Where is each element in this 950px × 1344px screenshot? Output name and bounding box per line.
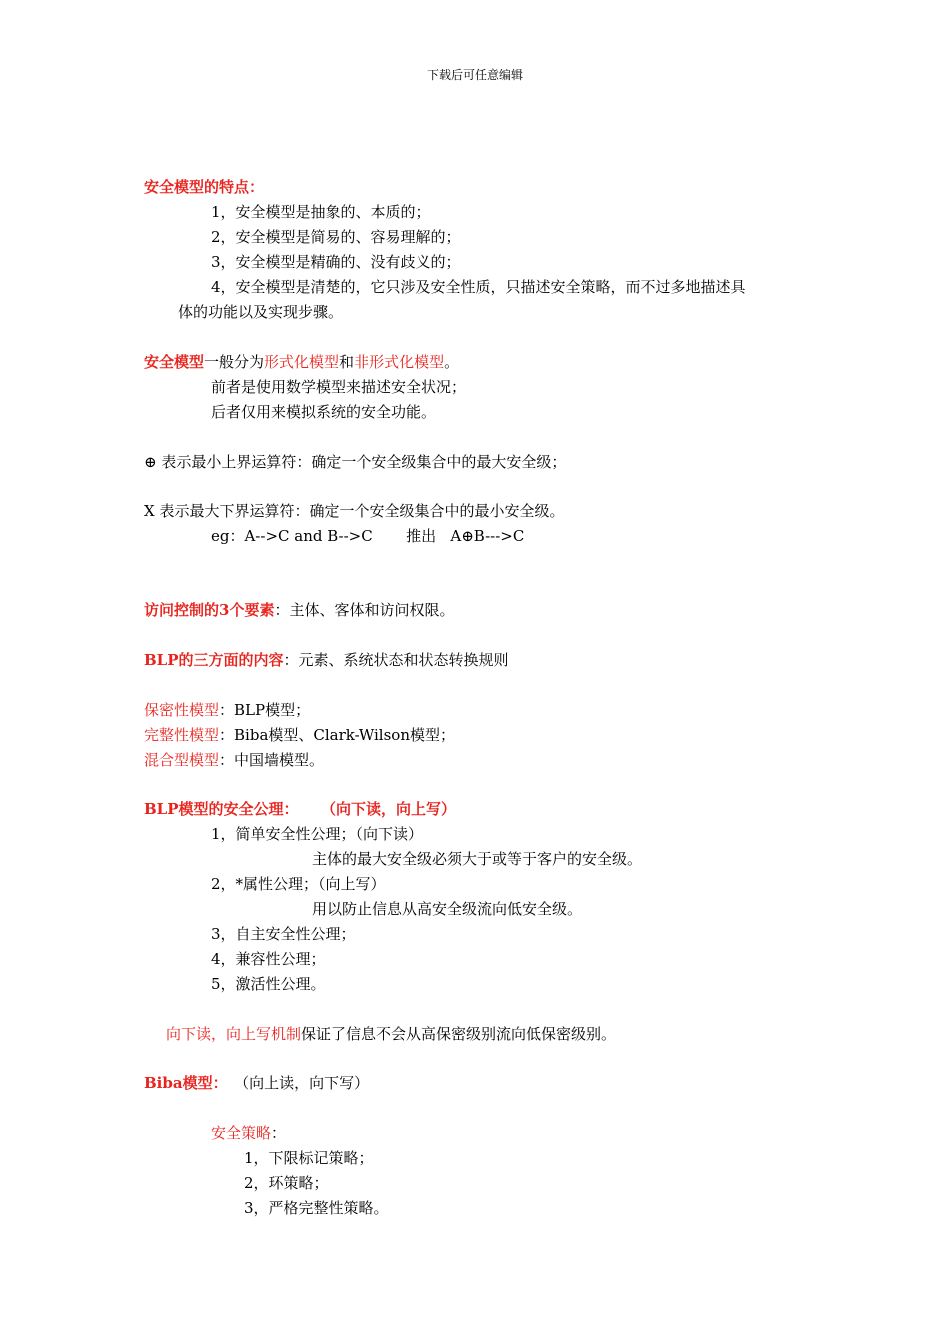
- section-title-characteristics: 安全模型的特点：: [144, 178, 265, 196]
- label: 向下读，向上写机制: [166, 1025, 302, 1043]
- title: Biba模型：: [144, 1074, 228, 1092]
- list-item-detail: 用以防止信息从高安全级流向低安全级。: [312, 900, 583, 918]
- classification-line: [144, 352, 459, 372]
- list-item-detail: 主体的最大安全级必须大于或等于客户的安全级。: [312, 850, 643, 868]
- classification-detail: 后者仅用来模拟系统的安全功能。: [211, 403, 437, 421]
- mechanism-line: [166, 1024, 616, 1044]
- text: 保证了信息不会从高保密级别流向低保密级别。: [301, 1025, 617, 1043]
- section-title-blp-axioms: [144, 799, 456, 819]
- list-item-continuation: 体的功能以及实现步骤。: [178, 303, 344, 321]
- text: ：主体、客体和访问权限。: [274, 601, 455, 619]
- list-item: 3，自主安全性公理；: [211, 925, 356, 943]
- list-item: 2，*属性公理；（向上写）: [211, 875, 386, 893]
- operator-glb: X 表示最大下界运算符：确定一个安全级集合中的最小安全级。: [144, 502, 565, 520]
- subtitle: （向下读，向上写）: [328, 800, 457, 818]
- text: ：中国墙模型。: [219, 751, 325, 769]
- list-item: 3，安全模型是精确的、没有歧义的；: [211, 253, 461, 271]
- text: ：元素、系统状态和状态转换规则: [283, 651, 509, 669]
- label: 保密性模型: [144, 701, 220, 719]
- model-type-row: [144, 700, 310, 720]
- term-formal-model: 形式化模型: [264, 353, 340, 371]
- text: ：: [271, 1124, 287, 1142]
- access-control-line: [144, 600, 454, 620]
- text: ：Biba模型、Clark-Wilson模型；: [219, 726, 455, 744]
- text: 和: [339, 353, 355, 371]
- label: 混合型模型: [144, 751, 220, 769]
- list-item: 1，下限标记策略；: [244, 1149, 374, 1167]
- model-type-row: [144, 725, 455, 745]
- model-type-row: [144, 750, 324, 770]
- blp-aspects-line: [144, 650, 509, 670]
- label: 访问控制的3个要素: [144, 601, 275, 619]
- list-item: 4，安全模型是清楚的，它只涉及安全性质，只描述安全策略，而不过多地描述具: [211, 278, 746, 296]
- text: 一般分为: [204, 353, 265, 371]
- classification-detail: 前者是使用数学模型来描述安全状况；: [211, 378, 467, 396]
- list-item: 3，严格完整性策略。: [244, 1199, 389, 1217]
- text: ：BLP模型；: [219, 701, 311, 719]
- label: 完整性模型: [144, 726, 220, 744]
- term-security-model: 安全模型: [144, 353, 205, 371]
- list-item: 2，环策略；: [244, 1174, 329, 1192]
- operator-lub: ⊕ 表示最小上界运算符：确定一个安全级集合中的最大安全级；: [144, 453, 567, 471]
- label: BLP的三方面的内容: [144, 651, 284, 669]
- page-header: 下载后可任意编辑: [426, 68, 523, 82]
- title: BLP模型的安全公理：: [144, 800, 299, 818]
- subtitle: （向上读，向下写）: [241, 1074, 370, 1092]
- label: 安全策略: [211, 1124, 272, 1142]
- text: 。: [444, 353, 460, 371]
- list-item: 5，激活性公理。: [211, 975, 326, 993]
- list-item: 2，安全模型是简易的、容易理解的；: [211, 228, 461, 246]
- section-title-biba: [144, 1073, 369, 1093]
- list-item: 4，兼容性公理；: [211, 950, 326, 968]
- list-item: 1，简单安全性公理；（向下读）: [211, 825, 424, 843]
- term-informal-model: 非形式化模型: [354, 353, 445, 371]
- list-item: 1，安全模型是抽象的、本质的；: [211, 203, 431, 221]
- operator-example: eg：A-->C and B-->C 推出 A⊕B--->C: [211, 527, 525, 545]
- biba-policy-heading: [211, 1123, 286, 1143]
